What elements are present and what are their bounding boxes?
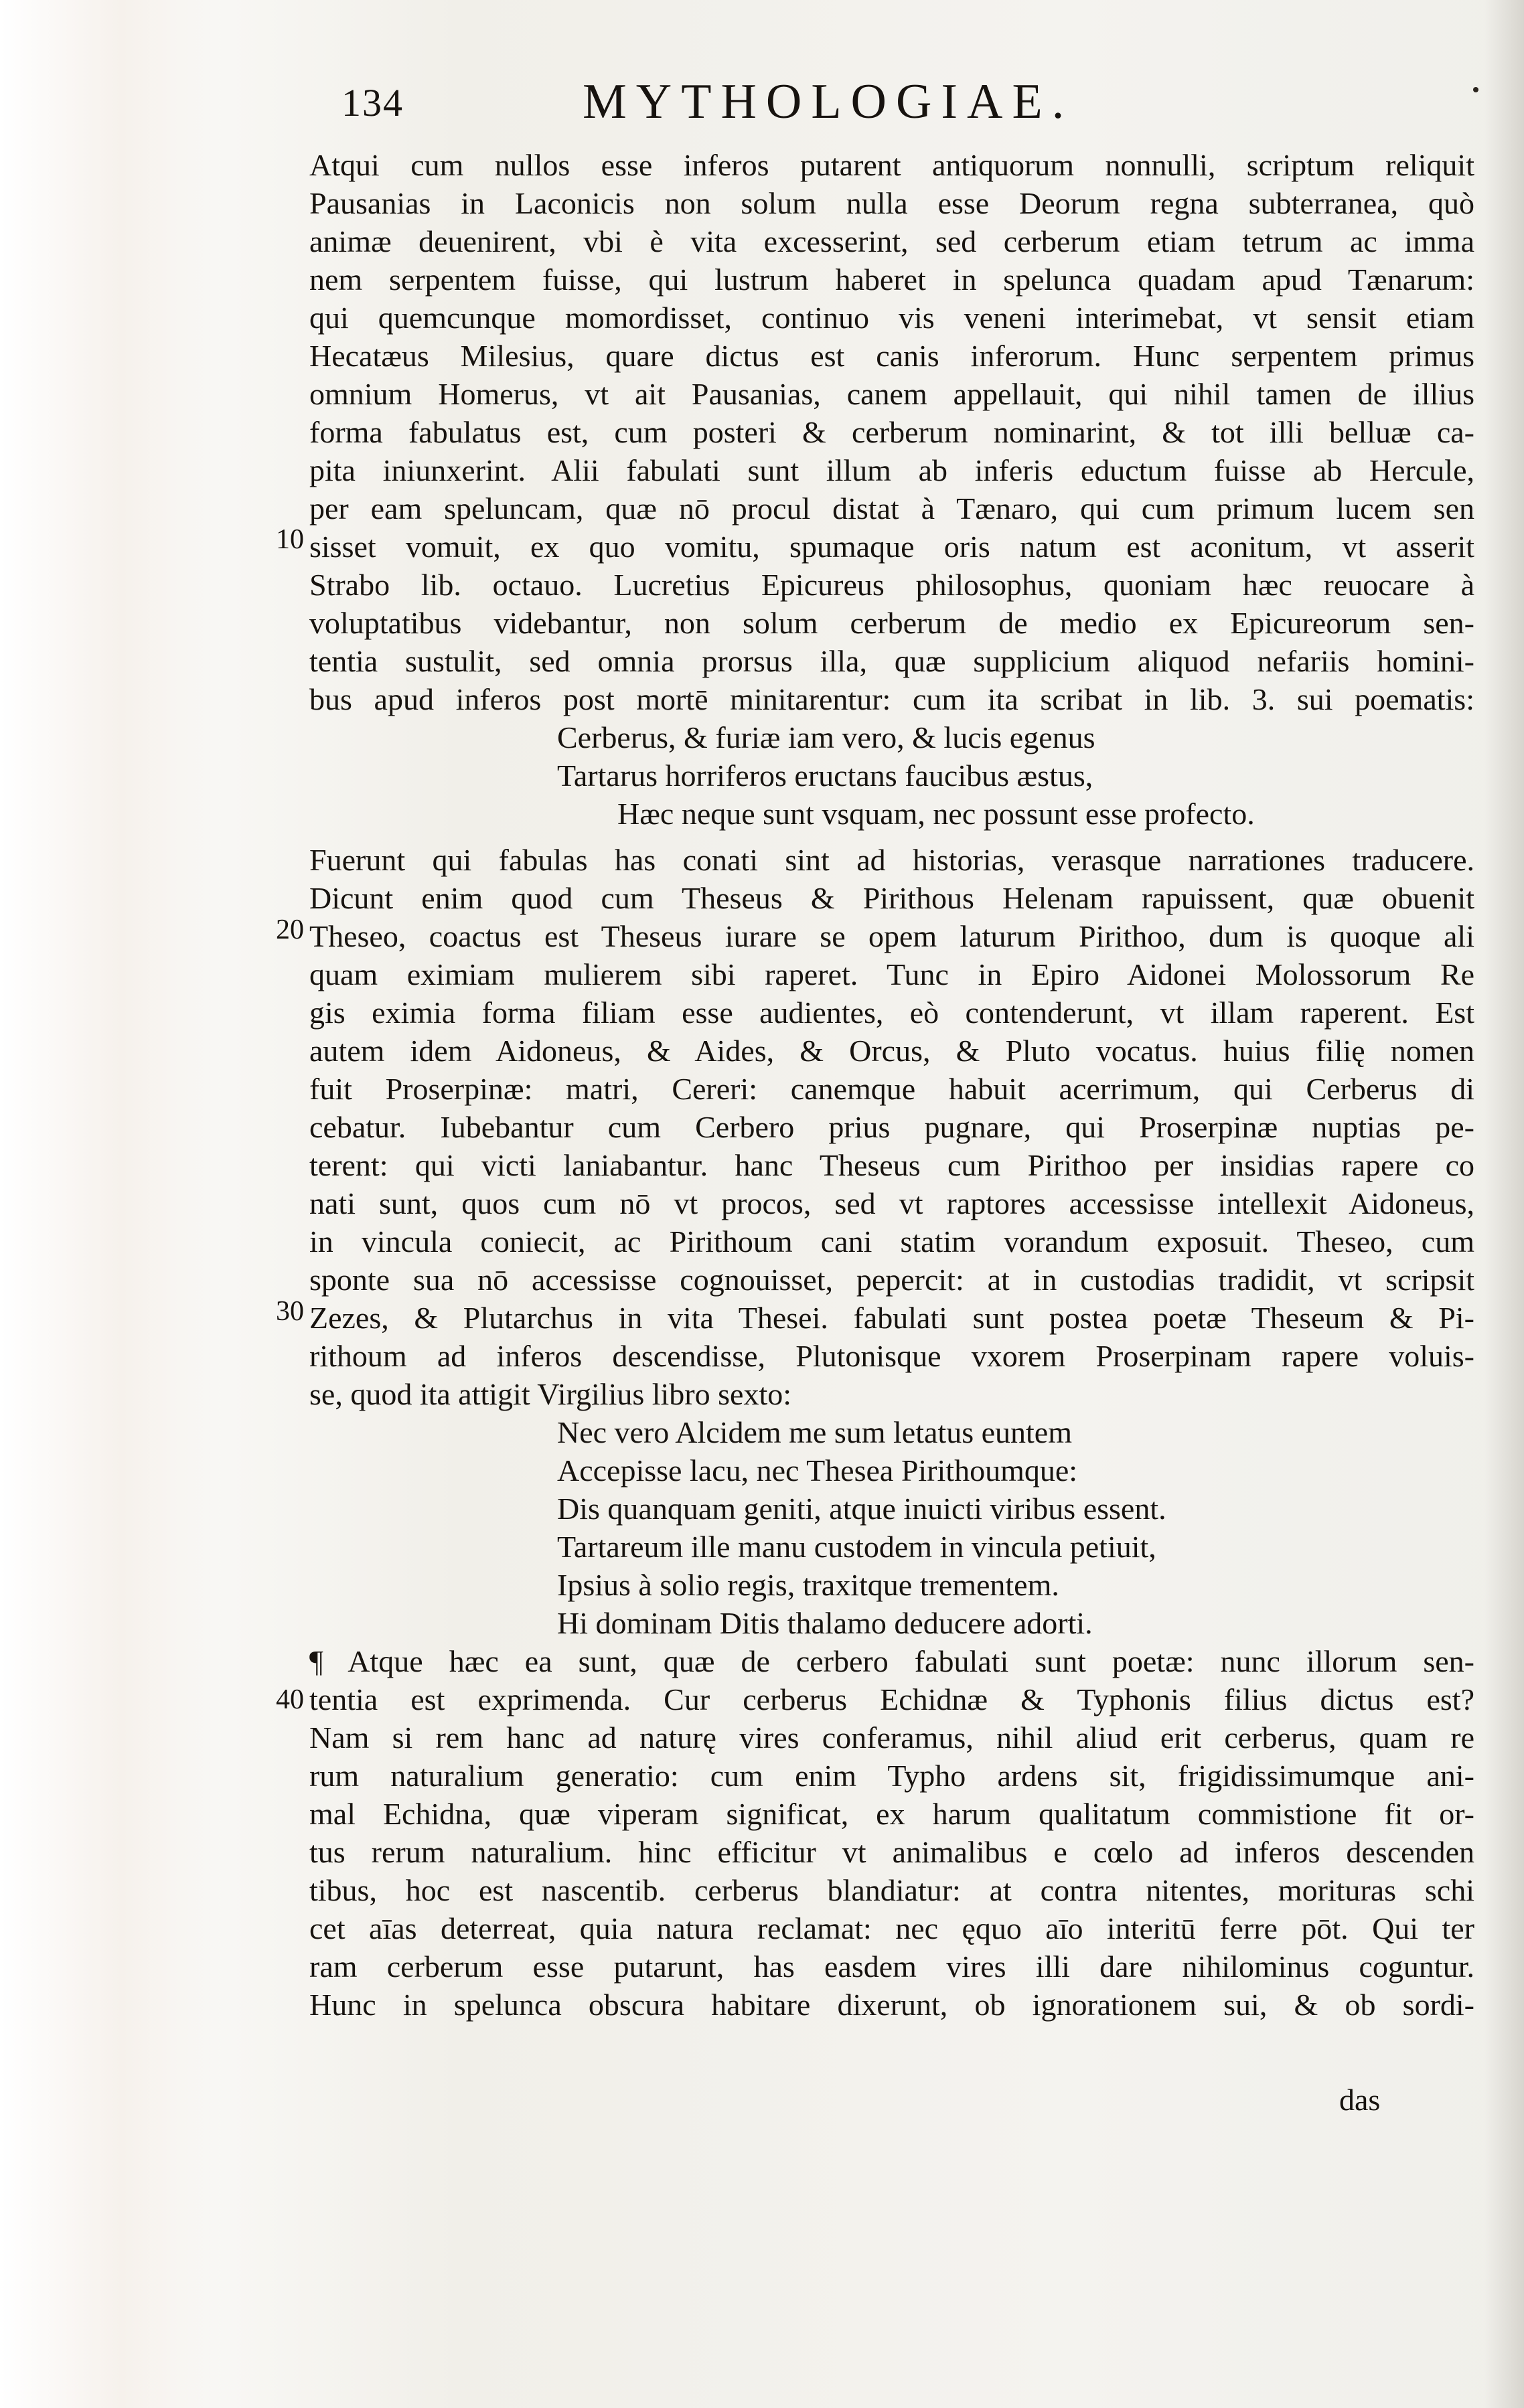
verse-line: Ipsius à solio regis, traxitque trementem. <box>557 1568 1059 1602</box>
verse-quote-lucretius <box>309 718 1474 833</box>
line-number-30: 30 <box>276 1296 304 1327</box>
text-line: Nam si rem hanc ad naturę vires conferamus, nihil aliud erit cerberus, quam re <box>309 1720 1474 1755</box>
text-line: Atqui cum nullos esse inferos putarent antiquorum nonnulli, scriptum reliquit <box>309 148 1474 182</box>
text-line: tibus, hoc est nascentib. cerberus blandiatur: at contra nitentes, morituras schi <box>309 1873 1474 1907</box>
text-line: animæ deuenirent, vbi è vita excesserint, sed cerberum etiam tetrum ac imma <box>309 224 1474 258</box>
text-line: quam eximiam mulierem sibi raperet. Tunc in Epiro Aidonei Molossorum Re <box>309 957 1474 991</box>
text-line: forma fabulatus est, cum posteri & cerberum nominarint, & tot illi belluæ ca- <box>309 415 1474 449</box>
text-line: ram cerberum esse putarunt, has easdem vires illi dare nihilominus coguntur. <box>309 1949 1474 1984</box>
text-line: per eam speluncam, quæ nō procul distat à Tænaro, qui cum primum lucem sen <box>309 491 1474 526</box>
text-line: qui quemcunque momordisset, continuo vis veneni interimebat, vt sensit etiam <box>309 301 1474 335</box>
text-line: terent: qui victi laniabantur. hanc Theseus cum Pirithoo per insidias rapere co <box>309 1148 1474 1182</box>
line-number-20: 20 <box>276 914 304 945</box>
main-text <box>309 146 1474 2024</box>
text-line: Hecatæus Milesius, quare dictus est canis inferorum. Hunc serpentem primus <box>309 339 1474 373</box>
text-line: tentia est exprimenda. Cur cerberus Echidnæ & Typhonis filius dictus est? <box>309 1682 1474 1716</box>
text-line: bus apud inferos post mortē minitarentur: cum ita scribat in lib. 3. sui poematis: <box>309 682 1474 716</box>
text-line: fuit Proserpinæ: matri, Cereri: canemque habuit acerrimum, qui Cerberus di <box>309 1072 1474 1106</box>
verse-line: Tartareum ille manu custodem in vincula petiuit, <box>557 1530 1156 1564</box>
text-line: nem serpentem fuisse, qui lustrum haberet in spelunca quadam apud Tænarum: <box>309 262 1474 297</box>
text-line: tus rerum naturalium. hinc efficitur vt animalibus e cœlo ad inferos descenden <box>309 1835 1474 1869</box>
page-number: 134 <box>341 81 404 125</box>
verse-line: Accepisse lacu, nec Thesea Pirithoumque: <box>557 1453 1078 1488</box>
text-line: Strabo lib. octauo. Lucretius Epicureus philosophus, quoniam hæc reuocare à <box>309 568 1474 602</box>
text-line: rum naturalium generatio: cum enim Typho ardens sit, frigidissimumque ani- <box>309 1759 1474 1793</box>
verse-line: Dis quanquam geniti, atque inuicti viribus essent. <box>557 1492 1166 1526</box>
text-line: Zezes, & Plutarchus in vita Thesei. fabulati sunt postea poetæ Theseum & Pi- <box>309 1301 1474 1335</box>
text-line: rithoum ad inferos descendisse, Plutonisque vxorem Proserpinam rapere voluis- <box>309 1339 1474 1373</box>
text-line: omnium Homerus, vt ait Pausanias, canem appellauit, qui nihil tamen de illius <box>309 377 1474 411</box>
text-line: voluptatibus videbantur, non solum cerberum de medio ex Epicureorum sen- <box>309 606 1474 640</box>
text-line: in vincula coniecit, ac Pirithoum cani statim vorandum exposuit. Theseo, cum <box>309 1224 1474 1259</box>
paragraph-2 <box>309 841 1474 1413</box>
text-line: cebatur. Iubebantur cum Cerbero prius pugnare, qui Proserpinæ nuptias pe- <box>309 1110 1474 1144</box>
paragraph-3 <box>309 1642 1474 2024</box>
text-line: nati sunt, quos cum nō vt procos, sed vt raptores accessisse intellexit Aidoneus, <box>309 1186 1474 1220</box>
text-line: Dicunt enim quod cum Theseus & Pirithous Helenam rapuissent, quæ obuenit <box>309 881 1474 915</box>
text-line: Hunc in spelunca obscura habitare dixerunt, ob ignorationem sui, & ob sordi- <box>309 1988 1474 2022</box>
text-line: ¶ Atque hæc ea sunt, quæ de cerbero fabulati sunt poetæ: nunc illorum sen- <box>309 1644 1474 1678</box>
page-header <box>315 67 1286 141</box>
page-gutter-shade <box>0 0 221 2408</box>
text-line: pita iniunxerint. Alii fabulati sunt illum ab inferis eductum fuisse ab Hercule, <box>309 453 1474 487</box>
text-line: mal Echidna, quæ viperam significat, ex harum qualitatum commistione fit or- <box>309 1797 1474 1831</box>
text-line: gis eximia forma filiam esse audientes, eò contenderunt, vt illam raperent. Est <box>309 995 1474 1030</box>
text-line: tentia sustulit, sed omnia prorsus illa, quæ supplicium aliquod nefariis homini- <box>309 644 1474 678</box>
text-line: cet aīas deterreat, quia natura reclamat: nec ęquo aīo interitū ferre pōt. Qui ter <box>309 1911 1474 1945</box>
verse-line: Cerberus, & furiæ iam vero, & lucis egenus <box>557 720 1095 754</box>
text-line: autem idem Aidoneus, & Aides, & Orcus, & Pluto vocatus. huius filię nomen <box>309 1034 1474 1068</box>
text-line: se, quod ita attigit Virgilius libro sexto: <box>309 1377 792 1411</box>
catchword: das <box>1339 2083 1381 2117</box>
paragraph-1 <box>309 146 1474 718</box>
text-line: sponte sua nō accessisse cognouisset, pepercit: at in custodias tradidit, vt scripsit <box>309 1263 1474 1297</box>
text-line: sisset vomuit, ex quo vomitu, spumaque oris natum est aconitum, vt asserit <box>309 530 1474 564</box>
text-line: Fuerunt qui fabulas has conati sint ad historias, verasque narrationes traducere. <box>309 843 1474 877</box>
verse-quote-virgil <box>309 1413 1474 1642</box>
verse-line: Hæc neque sunt vsquam, nec possunt esse profecto. <box>617 797 1255 831</box>
text-line: Pausanias in Laconicis non solum nulla esse Deorum regna subterranea, quò <box>309 186 1474 220</box>
line-number-40: 40 <box>276 1684 304 1715</box>
page-edge-shadow <box>1484 0 1524 2408</box>
text-line: Theseo, coactus est Theseus iurare se opem laturum Pirithoo, dum is quoque ali <box>309 919 1474 953</box>
line-number-10: 10 <box>276 524 304 555</box>
ink-speck <box>1473 87 1478 92</box>
verse-line: Tartarus horriferos eructans faucibus æstus, <box>557 758 1093 793</box>
verse-line: Nec vero Alcidem me sum letatus euntem <box>557 1415 1072 1449</box>
running-title: MYTHOLOGIAE. <box>583 74 1074 129</box>
verse-line: Hi dominam Ditis thalamo deducere adorti. <box>557 1606 1093 1640</box>
